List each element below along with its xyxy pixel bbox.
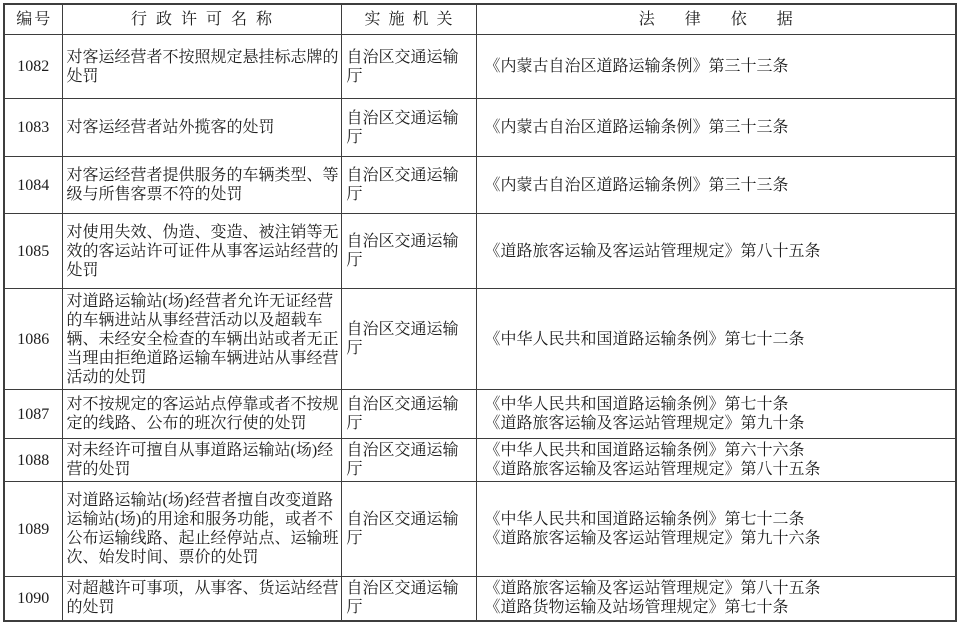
permit-name-cell: 对超越许可事项，从事客、货运站经营的处罚 xyxy=(62,577,341,621)
legal-basis-line: 《道路旅客运输及客运站管理规定》第九十六条 xyxy=(484,530,821,547)
legal-basis-line: 《道路旅客运输及客运站管理规定》第八十五条 xyxy=(484,580,821,598)
table-row xyxy=(4,577,956,621)
agency-cell: 自治区交通运输厅 xyxy=(341,482,476,577)
legal-basis-line: 《道路旅客运输及客运站管理规定》第八十五条 xyxy=(484,242,821,260)
legal-basis-cell xyxy=(476,35,956,99)
row-id-cell: 1084 xyxy=(4,157,62,214)
table-row xyxy=(4,390,956,439)
row-id-cell: 1087 xyxy=(4,390,62,439)
legal-basis-cell xyxy=(476,289,956,390)
agency-cell: 自治区交通运输厅 xyxy=(341,214,476,289)
header-legal-basis: 法律依据 xyxy=(476,4,956,35)
table-row xyxy=(4,99,956,157)
legal-basis-line: 《内蒙古自治区道路运输条例》第三十三条 xyxy=(484,58,789,75)
row-id-cell: 1089 xyxy=(4,482,62,577)
row-id-cell: 1088 xyxy=(4,439,62,482)
legal-basis-cell xyxy=(476,99,956,157)
row-id-cell: 1090 xyxy=(4,577,62,621)
table-row xyxy=(4,157,956,214)
permit-name-cell: 对客运经营者不按照规定悬挂标志牌的处罚 xyxy=(62,35,341,99)
permit-table xyxy=(3,3,957,622)
table-header-row xyxy=(4,4,956,35)
permit-table-body xyxy=(4,35,956,621)
agency-cell: 自治区交通运输厅 xyxy=(341,35,476,99)
agency-cell: 自治区交通运输厅 xyxy=(341,577,476,621)
legal-basis-cell xyxy=(476,439,956,482)
agency-cell: 自治区交通运输厅 xyxy=(341,289,476,390)
row-id-cell: 1085 xyxy=(4,214,62,289)
permit-name-cell: 对道路运输站(场)经营者允许无证经营的车辆进站从事经营活动以及超载车辆、未经安全检查的车辆出站或者无正当理由拒绝道路运输车辆进站从事经营活动的处罚 xyxy=(62,289,341,390)
permit-name-cell: 对未经许可擅自从事道路运输站(场)经营的处罚 xyxy=(62,439,341,482)
legal-basis-cell xyxy=(476,157,956,214)
table-row xyxy=(4,289,956,390)
legal-basis-line: 《中华人民共和国道路运输条例》第七十条 xyxy=(484,396,789,413)
permit-name-cell: 对客运经营者提供服务的车辆类型、等级与所售客票不符的处罚 xyxy=(62,157,341,214)
legal-basis-cell xyxy=(476,390,956,439)
legal-basis-cell xyxy=(476,482,956,577)
table-row xyxy=(4,482,956,577)
table-row xyxy=(4,214,956,289)
header-permit-name: 行政许可名称 xyxy=(62,4,341,35)
legal-basis-line: 《中华人民共和国道路运输条例》第七十二条 xyxy=(484,330,805,348)
row-id-cell: 1082 xyxy=(4,35,62,99)
table-row xyxy=(4,439,956,482)
permit-name-cell: 对客运经营者站外揽客的处罚 xyxy=(62,99,341,157)
legal-basis-cell xyxy=(476,214,956,289)
legal-basis-line: 《内蒙古自治区道路运输条例》第三十三条 xyxy=(484,119,789,136)
row-id-cell: 1086 xyxy=(4,289,62,390)
agency-cell: 自治区交通运输厅 xyxy=(341,157,476,214)
permit-name-cell: 对使用失效、伪造、变造、被注销等无效的客运站许可证件从事客运站经营的处罚 xyxy=(62,214,341,289)
permit-name-cell: 对道路运输站(场)经营者擅自改变道路运输站(场)的用途和服务功能，或者不公布运输线路、起止经停站点、运输班次、始发时间、票价的处罚 xyxy=(62,482,341,577)
agency-cell: 自治区交通运输厅 xyxy=(341,390,476,439)
header-id: 编号 xyxy=(4,4,62,35)
legal-basis-line: 《道路货物运输及站场管理规定》第七十条 xyxy=(484,599,789,617)
agency-cell: 自治区交通运输厅 xyxy=(341,99,476,157)
row-id-cell: 1083 xyxy=(4,99,62,157)
legal-basis-line: 《内蒙古自治区道路运输条例》第三十三条 xyxy=(484,176,789,194)
legal-basis-line: 《中华人民共和国道路运输条例》第七十二条 xyxy=(484,511,805,528)
table-row xyxy=(4,35,956,99)
agency-cell: 自治区交通运输厅 xyxy=(341,439,476,482)
legal-basis-line: 《中华人民共和国道路运输条例》第六十六条 xyxy=(484,442,805,459)
legal-basis-cell xyxy=(476,577,956,621)
legal-basis-line: 《道路旅客运输及客运站管理规定》第八十五条 xyxy=(484,461,821,478)
legal-basis-line: 《道路旅客运输及客运站管理规定》第九十条 xyxy=(484,415,805,432)
header-agency: 实施机关 xyxy=(341,4,476,35)
permit-name-cell: 对不按规定的客运站点停靠或者不按规定的线路、公布的班次行使的处罚 xyxy=(62,390,341,439)
